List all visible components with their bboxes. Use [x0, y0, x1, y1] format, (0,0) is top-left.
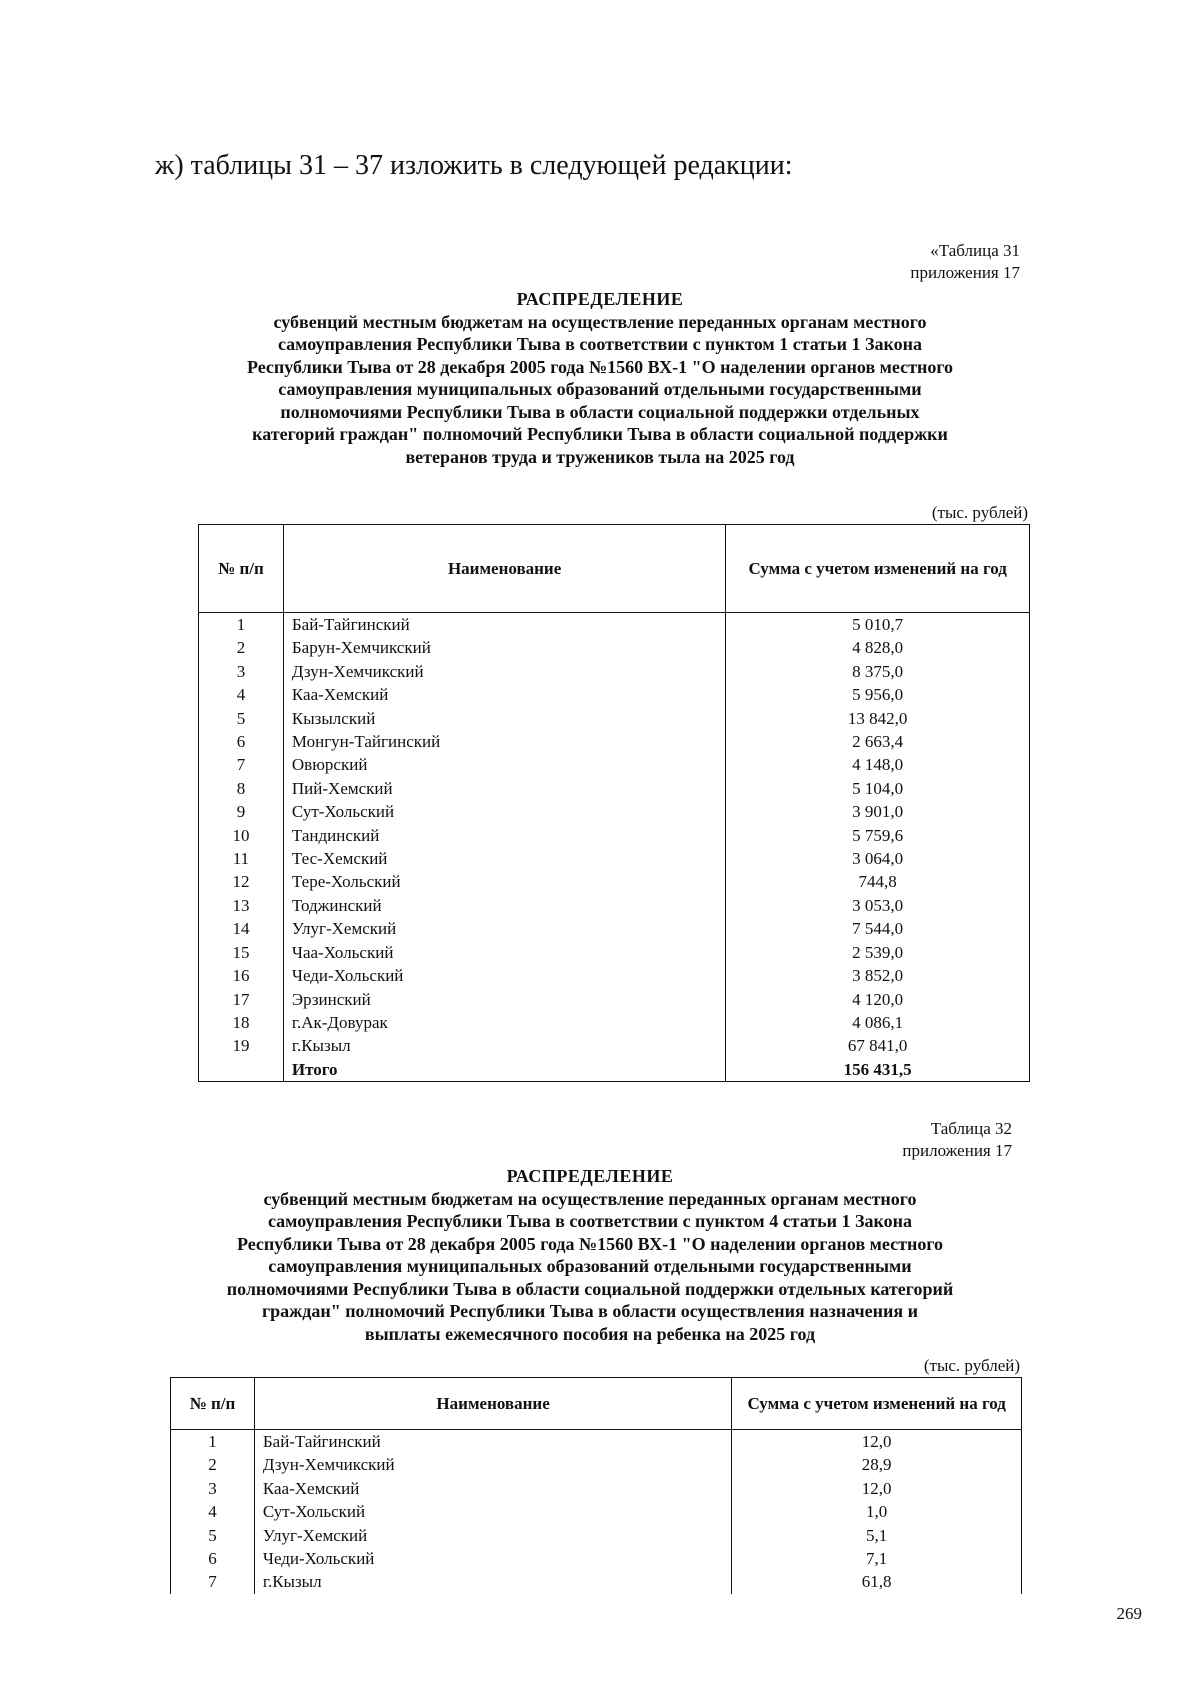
table-row: 12 Тере-Хольский 744,8 [199, 870, 1030, 893]
table-row: 1 Бай-Тайгинский 12,0 [171, 1430, 1022, 1454]
intro-text: ж) таблицы 31 – 37 изложить в следующей редакции: [155, 150, 793, 181]
table31-heading-line: ветеранов труда и тружеников тыла на 2025 год [405, 446, 795, 467]
table31-col-num: № п/п [199, 525, 284, 613]
table-row: 11 Тес-Хемский 3 064,0 [199, 847, 1030, 870]
table31-total-sum: 156 431,5 [726, 1058, 1030, 1082]
table-row: 4 Каа-Хемский 5 956,0 [199, 683, 1030, 706]
table31-units: (тыс. рублей) [931, 503, 1028, 522]
table32-ref-line1: Таблица 32 [930, 1119, 1012, 1138]
table-row: 14 Улуг-Хемский 7 544,0 [199, 917, 1030, 940]
table31-col-sum: Сумма с учетом изменений на год [726, 525, 1030, 613]
table32-ref-line2: приложения 17 [902, 1141, 1012, 1161]
table31-heading-line: самоуправления Республики Тыва в соответствии с пунктом 1 статьи 1 Закона [277, 334, 923, 354]
table31-heading-title: РАСПРЕДЕЛЕНИЕ [516, 289, 684, 309]
table-row: 17 Эрзинский 4 120,0 [199, 988, 1030, 1011]
table-row: 2 Дзун-Хемчикский 28,9 [171, 1453, 1022, 1476]
table31-ref-line1: «Таблица 31 [930, 241, 1020, 260]
table32-col-sum: Сумма с учетом изменений на год [732, 1378, 1022, 1430]
table31-heading [180, 288, 1020, 468]
table-row: 4 Сут-Хольский 1,0 [171, 1500, 1022, 1523]
table-row: 5 Кызылский 13 842,0 [199, 707, 1030, 730]
table32-heading-line: самоуправления муниципальных образований отдельными государственными [268, 1256, 912, 1276]
table-row: 2 Барун-Хемчикский 4 828,0 [199, 636, 1030, 659]
table32-heading-line: выплаты ежемесячного пособия на ребенка на 2025 год [364, 1323, 816, 1344]
table31-col-name: Наименование [283, 525, 725, 613]
table-row: 10 Тандинский 5 759,6 [199, 824, 1030, 847]
table32-heading-line: граждан" полномочий Республики Тыва в области осуществления назначения и [261, 1301, 918, 1321]
table31 [198, 524, 1030, 1082]
table-row: 7 г.Кызыл 61,8 [171, 1570, 1022, 1593]
table31-ref-line2: приложения 17 [910, 263, 1020, 283]
table32-heading-line: субвенций местным бюджетам на осуществление переданных органам местного [263, 1188, 917, 1209]
table31-heading-line: полномочиями Республики Тыва в области социальной поддержки отдельных [280, 401, 920, 422]
table-row: 7 Овюрский 4 148,0 [199, 753, 1030, 776]
table-row: 8 Пий-Хемский 5 104,0 [199, 777, 1030, 800]
table-row: 3 Дзун-Хемчикский 8 375,0 [199, 660, 1030, 683]
table-row: 3 Каа-Хемский 12,0 [171, 1477, 1022, 1500]
table32 [170, 1377, 1022, 1594]
table-row: 6 Монгун-Тайгинский 2 663,4 [199, 730, 1030, 753]
table32-heading-title: РАСПРЕДЕЛЕНИЕ [506, 1166, 674, 1186]
table32-heading-line: Республики Тыва от 28 декабря 2005 года №1560 ВХ-1 "О наделении органов местного [236, 1233, 944, 1254]
table32-col-name: Наименование [254, 1378, 731, 1430]
table-row: 15 Чаа-Хольский 2 539,0 [199, 941, 1030, 964]
table31-reference [910, 240, 1020, 284]
table32-reference [902, 1118, 1012, 1162]
table31-heading-line: субвенций местным бюджетам на осуществление переданных органам местного [273, 311, 927, 332]
table-row: 19 г.Кызыл 67 841,0 [199, 1034, 1030, 1057]
table-row: 13 Тоджинский 3 053,0 [199, 894, 1030, 917]
page-number: 269 [1116, 1604, 1142, 1623]
table31-heading-line: самоуправления муниципальных образований отдельными государственными [278, 379, 922, 399]
table32-col-num: № п/п [171, 1378, 255, 1430]
table31-heading-line: Республики Тыва от 28 декабря 2005 года №1560 ВХ-1 "О наделении органов местного [246, 356, 954, 377]
table32-heading-line: самоуправления Республики Тыва в соответствии с пунктом 4 статьи 1 Закона [267, 1211, 913, 1231]
table-row: 16 Чеди-Хольский 3 852,0 [199, 964, 1030, 987]
table31-total-row [199, 1058, 1030, 1082]
table32-heading [160, 1165, 1020, 1345]
table-row: 1 Бай-Тайгинский 5 010,7 [199, 613, 1030, 637]
table32-units: (тыс. рублей) [923, 1356, 1020, 1375]
table31-total-label: Итого [283, 1058, 725, 1082]
table-row: 5 Улуг-Хемский 5,1 [171, 1524, 1022, 1547]
table32-heading-line: полномочиями Республики Тыва в области социальной поддержки отдельных категорий [226, 1278, 954, 1299]
table-row: 18 г.Ак-Довурак 4 086,1 [199, 1011, 1030, 1034]
table-row: 9 Сут-Хольский 3 901,0 [199, 800, 1030, 823]
table-row: 6 Чеди-Хольский 7,1 [171, 1547, 1022, 1570]
table31-heading-line: категорий граждан" полномочий Республики Тыва в области социальной поддержки [252, 424, 948, 444]
